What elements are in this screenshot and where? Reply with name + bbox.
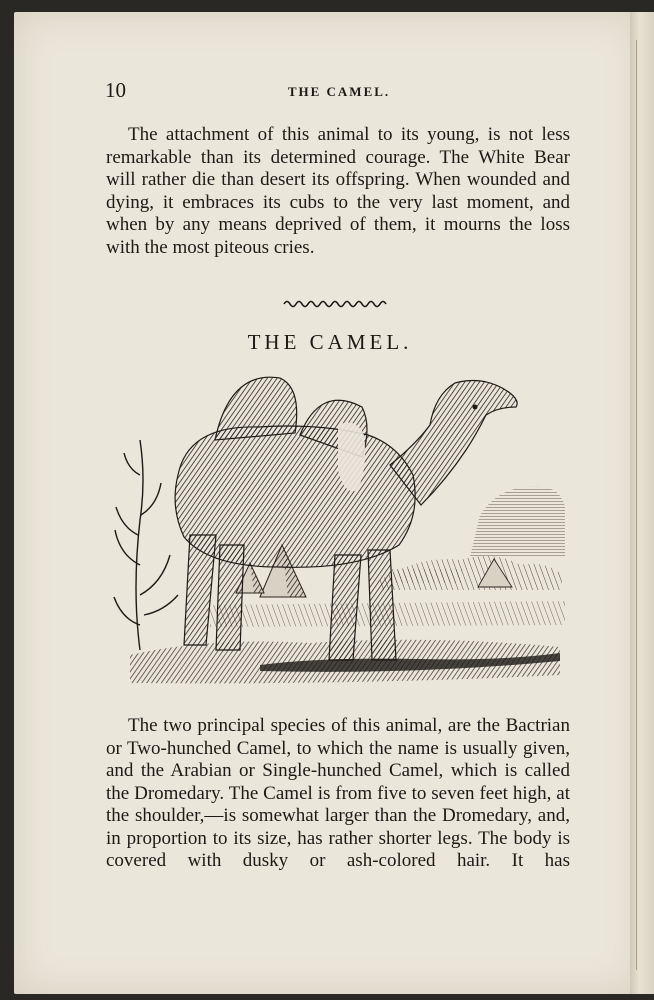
page-number: 10 bbox=[105, 78, 126, 102]
section-title: THE CAMEL. bbox=[247, 330, 413, 354]
camel-eye bbox=[473, 405, 478, 410]
distant-town bbox=[392, 569, 462, 583]
paragraph-camel-species bbox=[106, 715, 570, 873]
paragraph-text: The attachment of this animal to its young, is not less remarkable than its determined courage. The White Bear will rather die than desert its offspring. When wounded and dying, it embraces its cubs to the very last moment, and when by any means deprived of them, it mourns the loss with the most piteous cries. bbox=[106, 124, 570, 258]
running-head: THE CAMEL. bbox=[287, 84, 391, 99]
ornamental-divider bbox=[282, 296, 390, 310]
paragraph-text: The two principal species of this animal, are the Bactrian or Two-hunched Camel, to which the name is usually given, and the Arabian or Single-hunched Camel, which is called the Dromedary. The Camel is from five to seven feet high, at the shoulder,—is somewhat larger than the Dromedary, and, in proportion to its size, has rather shorter legs. The body is covered with dusky or ash-colored hair. It has bbox=[106, 715, 570, 871]
cloud-shape bbox=[470, 487, 565, 557]
paragraph-white-bear bbox=[106, 124, 570, 259]
page-header bbox=[105, 78, 573, 104]
next-page-edge bbox=[630, 12, 654, 994]
shrub bbox=[114, 440, 178, 650]
page-gutter bbox=[636, 40, 637, 970]
camel-engraving bbox=[110, 365, 570, 700]
camel-highlight bbox=[338, 423, 365, 492]
